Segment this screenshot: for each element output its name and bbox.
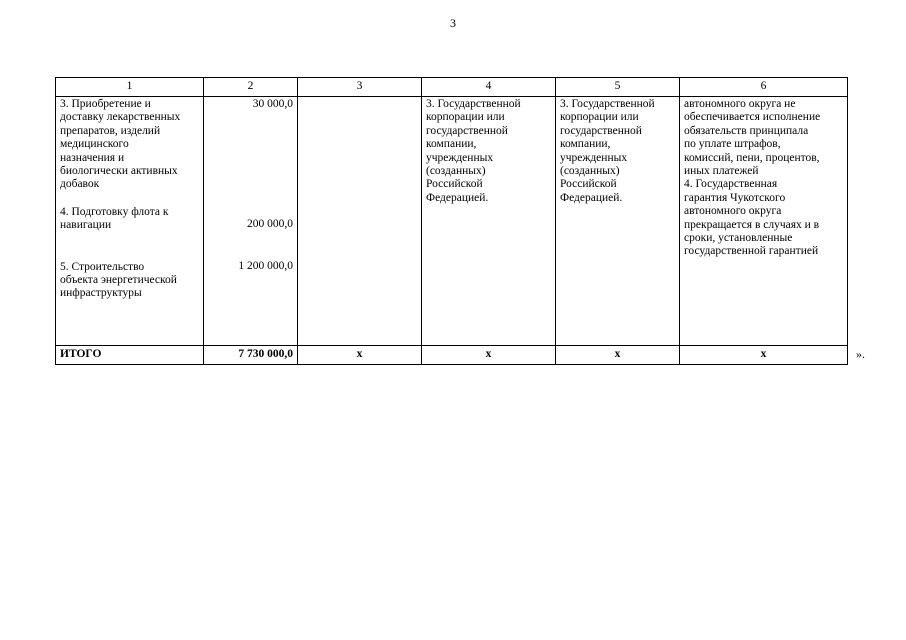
text-line: компании, <box>426 138 477 151</box>
text-line: препаратов, изделий <box>60 124 161 137</box>
header-cell-6: 6 <box>680 78 848 97</box>
text-line: учрежденных <box>426 151 494 164</box>
text-line: учрежденных <box>560 151 628 164</box>
text-line: автономного округа не <box>684 98 796 110</box>
total-col-4: x <box>422 346 556 365</box>
amount-item-5: 1 200 000,0 <box>238 259 293 272</box>
text-line: 4. Подготовку флота к <box>60 205 169 218</box>
header-cell-3: 3 <box>298 78 422 97</box>
table-header-row <box>56 78 848 97</box>
purpose-item-4 <box>60 206 199 233</box>
column-5-cell <box>556 97 680 346</box>
closing-quote-mark: ». <box>856 347 865 361</box>
text-line: 5. Строительство <box>60 260 145 273</box>
column-6-cell <box>680 97 848 346</box>
purpose-item-5 <box>60 261 199 301</box>
text-line: комиссий, пени, процентов, <box>684 151 820 164</box>
text-line: медицинского <box>60 138 129 151</box>
total-col-5: x <box>556 346 680 365</box>
text-line: автономного округа <box>684 205 782 218</box>
data-table <box>55 77 848 365</box>
text-line: государственной гарантией <box>684 245 819 258</box>
text-line: инфраструктуры <box>60 287 142 300</box>
header-cell-4: 4 <box>422 78 556 97</box>
purpose-item-3 <box>60 98 199 192</box>
text-line: назначения и <box>60 151 125 164</box>
amount-item-3: 30 000,0 <box>252 98 293 110</box>
text-line: (созданных) <box>426 165 486 178</box>
header-cell-5: 5 <box>556 78 680 97</box>
text-line: сроки, установленные <box>684 232 793 245</box>
text-line: 3. Государственной <box>560 98 655 110</box>
header-cell-1: 1 <box>56 78 204 97</box>
text-line: навигации <box>60 219 112 232</box>
text-line: Российской <box>426 178 483 191</box>
column-3-cell <box>298 97 422 346</box>
text-line: корпорации или <box>426 111 505 124</box>
text-line: добавок <box>60 178 100 191</box>
text-line: 3. Государственной <box>426 98 521 110</box>
text-line: Федерацией. <box>560 191 623 204</box>
purpose-cell <box>56 97 204 346</box>
text-line: Российской <box>560 178 617 191</box>
text-line: государственной <box>560 124 642 137</box>
header-cell-2: 2 <box>204 78 298 97</box>
total-col-3: x <box>298 346 422 365</box>
text-line: объекта энергетической <box>60 274 177 287</box>
text-line: корпорации или <box>560 111 639 124</box>
total-label: ИТОГО <box>56 346 204 365</box>
text-line: (созданных) <box>560 165 620 178</box>
text-line: по уплате штрафов, <box>684 138 781 151</box>
total-row <box>56 346 848 365</box>
text-line: обязательств принципала <box>684 124 809 137</box>
table-row <box>56 97 848 346</box>
text-line: доставку лекарственных <box>60 111 181 124</box>
page-number: 3 <box>450 16 456 30</box>
amount-item-4: 200 000,0 <box>247 218 293 231</box>
total-amount: 7 730 000,0 <box>204 346 298 365</box>
amount-cell <box>204 97 298 346</box>
total-col-6: x <box>680 346 848 365</box>
text-line: гарантия Чукотского <box>684 191 786 204</box>
column-4-cell <box>422 97 556 346</box>
text-line: 3. Приобретение и <box>60 98 151 110</box>
text-line: государственной <box>426 124 508 137</box>
text-line: иных платежей <box>684 165 759 178</box>
text-line: компании, <box>560 138 611 151</box>
text-line: обеспечивается исполнение <box>684 111 821 124</box>
text-line: Федерацией. <box>426 191 489 204</box>
text-line: 4. Государственная <box>684 178 778 191</box>
text-line: прекращается в случаях и в <box>684 218 820 231</box>
text-line: биологически активных <box>60 165 178 178</box>
